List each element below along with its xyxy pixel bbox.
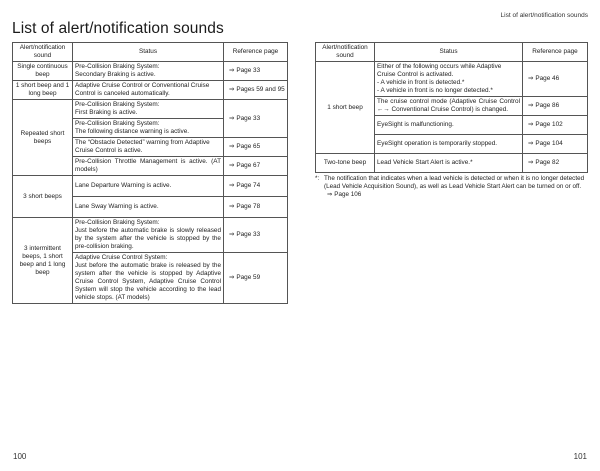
header-reference: Reference page — [523, 43, 588, 62]
arrow-right-icon: ⇒ — [327, 191, 333, 199]
reference-link[interactable]: Page 82 — [535, 159, 560, 166]
table-row — [13, 100, 288, 119]
reference-link[interactable]: Pages 59 and 95 — [236, 86, 285, 93]
reference-cell[interactable] — [224, 176, 288, 197]
arrow-right-icon: ⇒ — [229, 182, 235, 189]
table-row — [13, 176, 288, 197]
reference-cell[interactable] — [224, 100, 288, 138]
header-sound: Alert/notification sound — [316, 43, 375, 62]
arrow-right-icon: ⇒ — [229, 203, 235, 210]
reference-cell[interactable] — [523, 154, 588, 173]
arrow-right-icon: ⇒ — [528, 75, 534, 82]
status-line: Either of the following occurs while Adaptive Cruise Control is activated. — [377, 63, 502, 78]
status-cell: The “Obstacle Detected” warning from Adaptive Cruise Control is active. — [73, 138, 224, 157]
arrow-right-icon: ⇒ — [528, 140, 534, 147]
reference-cell[interactable] — [224, 197, 288, 218]
status-line: The following distance warning is active. — [75, 128, 190, 135]
reference-link[interactable]: Page 33 — [236, 114, 261, 122]
footnote-body — [324, 175, 587, 200]
status-cell — [73, 218, 224, 253]
footnote-mark: *: — [315, 175, 320, 182]
header-status: Status — [375, 43, 523, 62]
status-line: - A vehicle in front is detected.* — [377, 79, 465, 86]
reference-link[interactable]: Page 46 — [535, 75, 560, 82]
status-cell: Lead Vehicle Start Alert is active.* — [375, 154, 523, 173]
sound-cell: 3 intermittent beeps, 1 short beep and 1 long beep — [13, 218, 73, 304]
reference-cell[interactable] — [523, 116, 588, 135]
reference-cell[interactable] — [224, 218, 288, 253]
table-header-row — [13, 43, 288, 62]
table-row — [13, 62, 288, 81]
status-cell — [375, 62, 523, 97]
status-cell: EyeSight is malfunctioning. — [375, 116, 523, 135]
sound-cell: 1 short beep — [316, 62, 375, 154]
reference-cell[interactable] — [523, 62, 588, 97]
arrow-right-icon: ⇒ — [229, 114, 235, 122]
status-line: First Braking is active. — [75, 109, 138, 116]
reference-link[interactable]: Page 74 — [236, 182, 261, 189]
reference-cell[interactable] — [224, 81, 288, 100]
status-line: Secondary Braking is active. — [75, 71, 156, 78]
status-line: - A vehicle in front is no longer detected.* — [377, 87, 493, 94]
table-header-row — [316, 43, 588, 62]
page-number: 100 — [13, 452, 27, 461]
reference-cell[interactable] — [224, 253, 288, 304]
footnote-reference[interactable] — [327, 191, 587, 199]
arrow-right-icon: ⇒ — [528, 121, 534, 128]
status-cell: The cruise control mode (Adaptive Cruise Control ←→ Conventional Cruise Control) is changed. — [375, 97, 523, 116]
reference-cell[interactable] — [523, 135, 588, 154]
reference-link[interactable]: Page 102 — [535, 121, 563, 128]
arrow-right-icon: ⇒ — [229, 67, 235, 74]
reference-link[interactable]: Page 104 — [535, 140, 563, 147]
sound-cell: Two-tone beep — [316, 154, 375, 173]
status-line: Pre-Collision Braking System: — [75, 219, 160, 226]
reference-link[interactable]: Page 33 — [236, 231, 261, 238]
status-line: Just before the automatic brake is slowly released by the system after the vehicle is stopped by the pre-collision braking. — [75, 227, 221, 250]
reference-link[interactable]: Page 59 — [236, 274, 261, 281]
reference-link[interactable]: Page 33 — [236, 67, 261, 74]
status-cell — [73, 100, 224, 119]
page-number: 101 — [573, 452, 587, 461]
status-cell: EyeSight operation is temporarily stopped. — [375, 135, 523, 154]
reference-cell[interactable] — [224, 138, 288, 157]
arrow-right-icon: ⇒ — [229, 274, 235, 281]
arrow-right-icon: ⇒ — [528, 159, 534, 166]
sound-cell: 3 short beeps — [13, 176, 73, 218]
status-cell: Lane Sway Warning is active. — [73, 197, 224, 218]
table-row — [13, 81, 288, 100]
page-title: List of alert/notification sounds — [12, 20, 224, 37]
header-reference: Reference page — [224, 43, 288, 62]
footnote-text: The notification that indicates when a lead vehicle is detected or when it is no longer detected (Lead Vehicle Acquisition Sound), as well as Lead Vehicle Start Alert can be turned on or off. — [324, 175, 585, 191]
status-line: Pre-Collision Braking System: — [75, 120, 160, 127]
reference-link[interactable]: Page 65 — [236, 143, 261, 150]
status-line: Just before the automatic brake is released by the system after the vehicle is stopped by Adaptive Cruise Control System, Adaptive Cruise Control System will stop the vehicle according to the lead vehicle stops. (AT models) — [75, 262, 221, 301]
status-cell: Adaptive Cruise Control or Conventional Cruise Control is canceled automatically. — [73, 81, 224, 100]
footnote — [315, 175, 587, 200]
sound-cell: 1 short beep and 1 long beep — [13, 81, 73, 100]
reference-link[interactable]: Page 67 — [236, 162, 261, 169]
table-row — [316, 62, 588, 97]
header-status: Status — [73, 43, 224, 62]
reference-link[interactable]: Page 106 — [334, 191, 362, 199]
status-line: Pre-Collision Braking System: — [75, 63, 160, 70]
status-line: Pre-Collision Braking System: — [75, 101, 160, 108]
sound-cell: Single continuous beep — [13, 62, 73, 81]
table-row — [13, 218, 288, 253]
running-head: List of alert/notification sounds — [500, 12, 588, 19]
arrow-right-icon: ⇒ — [229, 162, 235, 169]
reference-link[interactable]: Page 78 — [236, 203, 261, 210]
status-cell: Pre-Collision Throttle Management is active. (AT models) — [73, 157, 224, 176]
sound-cell: Repeated short beeps — [13, 100, 73, 176]
header-sound: Alert/notification sound — [13, 43, 73, 62]
reference-cell[interactable] — [224, 62, 288, 81]
status-cell — [73, 253, 224, 304]
arrow-right-icon: ⇒ — [528, 102, 534, 109]
reference-cell[interactable] — [224, 157, 288, 176]
status-cell: Lane Departure Warning is active. — [73, 176, 224, 197]
arrow-right-icon: ⇒ — [229, 231, 235, 238]
status-cell — [73, 119, 224, 138]
sounds-table-right — [315, 42, 588, 173]
table-row — [316, 154, 588, 173]
sounds-table-left — [12, 42, 288, 304]
reference-cell[interactable] — [523, 97, 588, 116]
arrow-right-icon: ⇒ — [229, 86, 235, 93]
reference-link[interactable]: Page 86 — [535, 102, 560, 109]
status-line: Adaptive Cruise Control System: — [75, 254, 168, 261]
arrow-right-icon: ⇒ — [229, 143, 235, 150]
status-cell — [73, 62, 224, 81]
right-page — [300, 0, 600, 471]
